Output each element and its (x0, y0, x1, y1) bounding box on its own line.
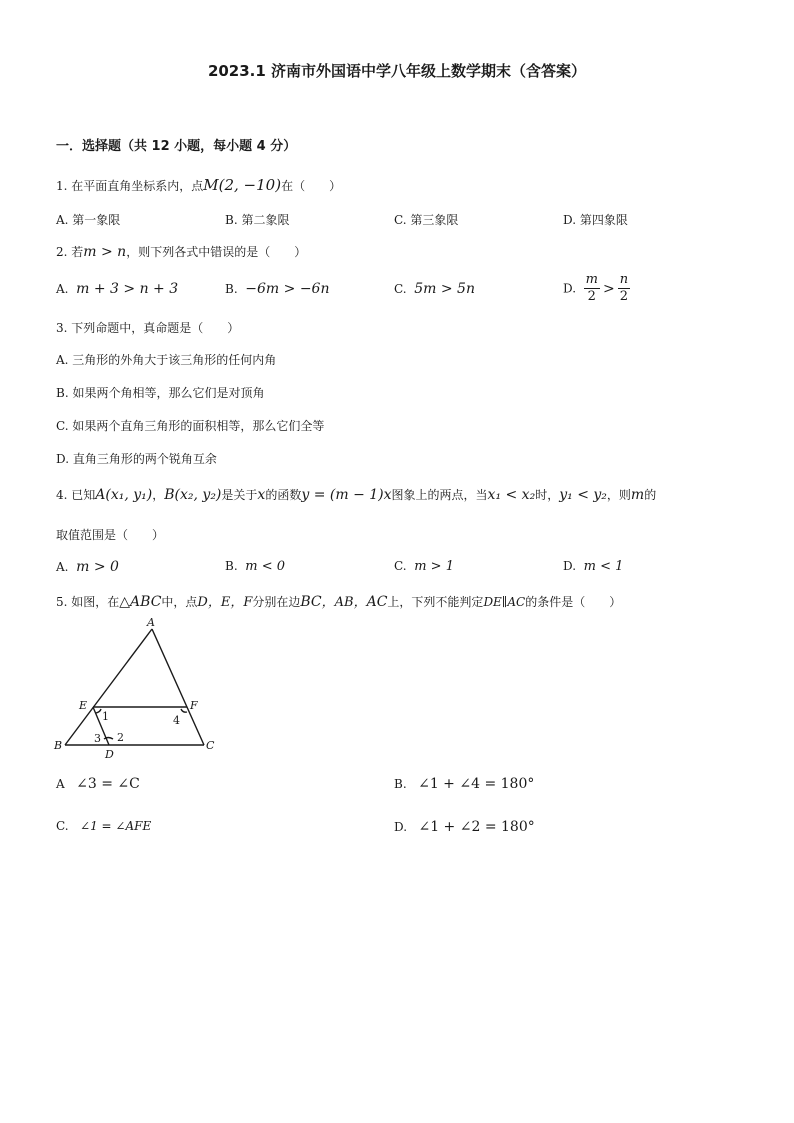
q5-text-1: 5. 如图，在 (56, 595, 120, 609)
q4-function: y = (m − 1)x (301, 487, 392, 503)
q2-label-b: B. (225, 282, 238, 296)
q4-label-a: A. (56, 560, 69, 574)
q5-expr-c: ∠1 = ∠AFE (80, 819, 152, 833)
q4-cond-y: y₁ < y₂ (559, 487, 607, 503)
q4-point-a: A(x₁, y₁) (95, 487, 153, 503)
q5-label-c: C. (56, 819, 69, 833)
q4-expr-d: m < 1 (583, 559, 624, 574)
q2-expr-b: −6m > −6n (245, 281, 330, 297)
label-point-f: F (190, 699, 198, 712)
q4-sep: ， (152, 488, 165, 502)
angle-4-arc (181, 709, 187, 712)
side-ab (65, 629, 152, 745)
q4-text-5: 时， (535, 488, 560, 502)
q4-var-x: x (257, 487, 266, 503)
q1-text-before: 1. 在平面直角坐标系内，点 (56, 179, 204, 193)
q4-label-d: D. (563, 559, 577, 573)
q5-text-2: 中，点 (161, 595, 198, 609)
side-ac (152, 629, 204, 745)
q2-option-c[interactable] (394, 281, 475, 297)
section-heading: 一．选择题（共 12 小题，每小题 4 分） (56, 139, 297, 154)
q5-expr-a: ∠3 = ∠C (76, 776, 140, 792)
q3-option-b[interactable]: B. 如果两个角相等，那么它们是对顶角 (56, 386, 265, 400)
q4-text-3: 的函数 (265, 488, 302, 502)
q5-triangle: △ABC (119, 594, 162, 610)
question-2-stem (56, 243, 306, 260)
q4-expr-c: m > 1 (414, 559, 454, 574)
label-angle-3: 3 (94, 732, 101, 745)
q2-frac-left-den: 2 (587, 289, 596, 304)
q2-frac-left-num: m (585, 272, 598, 287)
q3-option-c[interactable]: C. 如果两个直角三角形的面积相等，那么它们全等 (56, 419, 325, 433)
q2-fraction-left (584, 272, 600, 305)
q4-text-7: 的 (644, 488, 657, 502)
q2-frac-right-den: 2 (619, 289, 629, 304)
label-vertex-c: C (206, 739, 215, 752)
q2-fraction-right (618, 272, 630, 305)
q4-text-1: 4. 已知 (56, 488, 96, 502)
q4-option-b[interactable] (225, 559, 285, 574)
q5-option-b[interactable] (394, 776, 534, 792)
q4-option-a[interactable] (56, 559, 119, 575)
q2-label-d: D. (563, 281, 577, 296)
question-3-stem: 3. 下列命题中，真命题是（ ） (56, 321, 240, 335)
q5-side-bc: BC (300, 594, 322, 610)
q4-point-b: B(x₂, y₂) (164, 487, 222, 503)
q2-label-c: C. (394, 282, 407, 296)
q5-option-c[interactable] (56, 819, 151, 833)
q5-text-3: 分别在边 (252, 595, 301, 609)
label-point-d: D (105, 748, 114, 761)
q1-option-d[interactable]: D. 第四象限 (563, 213, 628, 227)
q4-text-6: ，则 (606, 488, 631, 502)
q5-expr-b: ∠1 + ∠4 = 180° (418, 776, 535, 792)
q4-label-c: C. (394, 559, 407, 573)
q4-label-b: B. (225, 559, 238, 573)
question-5-stem (56, 591, 621, 610)
q5-option-a[interactable] (56, 776, 140, 792)
question-4-stem (56, 486, 656, 503)
q5-text-4: 上，下列不能判定 (387, 595, 484, 609)
q5-parallel: DE∥AC (483, 595, 526, 609)
label-angle-2: 2 (117, 731, 124, 744)
q2-frac-right-num: n (619, 272, 629, 287)
q5-side-ab: ，AB， (321, 595, 367, 610)
q5-side-ac: AC (366, 594, 388, 610)
q4-option-d[interactable] (563, 559, 623, 574)
q4-stem-line2: 取值范围是（ ） (56, 528, 165, 542)
q5-points: D，E，F (197, 595, 253, 610)
q4-text-4: 图象上的两点，当 (391, 488, 488, 502)
q5-label-b: B. (394, 777, 407, 791)
q3-option-a[interactable]: A. 三角形的外角大于该三角形的任何内角 (56, 353, 277, 367)
q2-option-a[interactable] (56, 281, 178, 297)
q4-var-m: m (630, 487, 645, 503)
q4-cond-x: x₁ < x₂ (487, 487, 536, 503)
angle-1-arc (96, 709, 101, 713)
angle-2-3-arc (104, 738, 113, 740)
q5-label-a: A (56, 777, 65, 791)
q2-expr-c: 5m > 5n (414, 281, 475, 297)
q1-text-after: 在（ ） (281, 179, 342, 193)
q5-text-5: 的条件是（ ） (525, 595, 622, 609)
q5-label-d: D. (394, 820, 408, 834)
q4-expr-a: m > 0 (76, 559, 119, 575)
q2-label-a: A. (56, 282, 69, 296)
q5-option-d[interactable] (394, 819, 535, 835)
question-1-stem (56, 176, 341, 194)
q4-text-2: 是关于 (221, 488, 258, 502)
q5-triangle-figure (50, 612, 230, 762)
q2-option-b[interactable] (225, 281, 329, 297)
label-angle-1: 1 (102, 710, 109, 723)
q2-condition: m > n (83, 244, 127, 260)
label-vertex-a: A (147, 616, 155, 629)
q1-option-c[interactable]: C. 第三象限 (394, 213, 459, 227)
q1-option-a[interactable]: A. 第一象限 (56, 213, 121, 227)
label-vertex-b: B (54, 739, 63, 752)
page-title: 2023.1 济南市外国语中学八年级上数学期末（含答案） (207, 62, 587, 80)
q2-frac-op: > (602, 280, 615, 297)
q2-expr-a: m + 3 > n + 3 (76, 281, 179, 297)
q2-option-d[interactable] (563, 272, 630, 305)
q2-text-before: 2. 若 (56, 245, 84, 259)
q5-expr-d: ∠1 + ∠2 = 180° (418, 819, 535, 835)
q2-text-after: ，则下列各式中错误的是（ ） (126, 245, 307, 259)
q1-option-b[interactable]: B. 第二象限 (225, 213, 290, 227)
q1-point-m: M(2, −10) (203, 176, 282, 194)
q4-expr-b: m < 0 (245, 559, 286, 574)
label-point-e: E (79, 699, 88, 712)
label-angle-4: 4 (173, 714, 180, 727)
q4-option-c[interactable] (394, 559, 454, 574)
q3-option-d[interactable]: D. 直角三角形的两个锐角互余 (56, 452, 217, 466)
